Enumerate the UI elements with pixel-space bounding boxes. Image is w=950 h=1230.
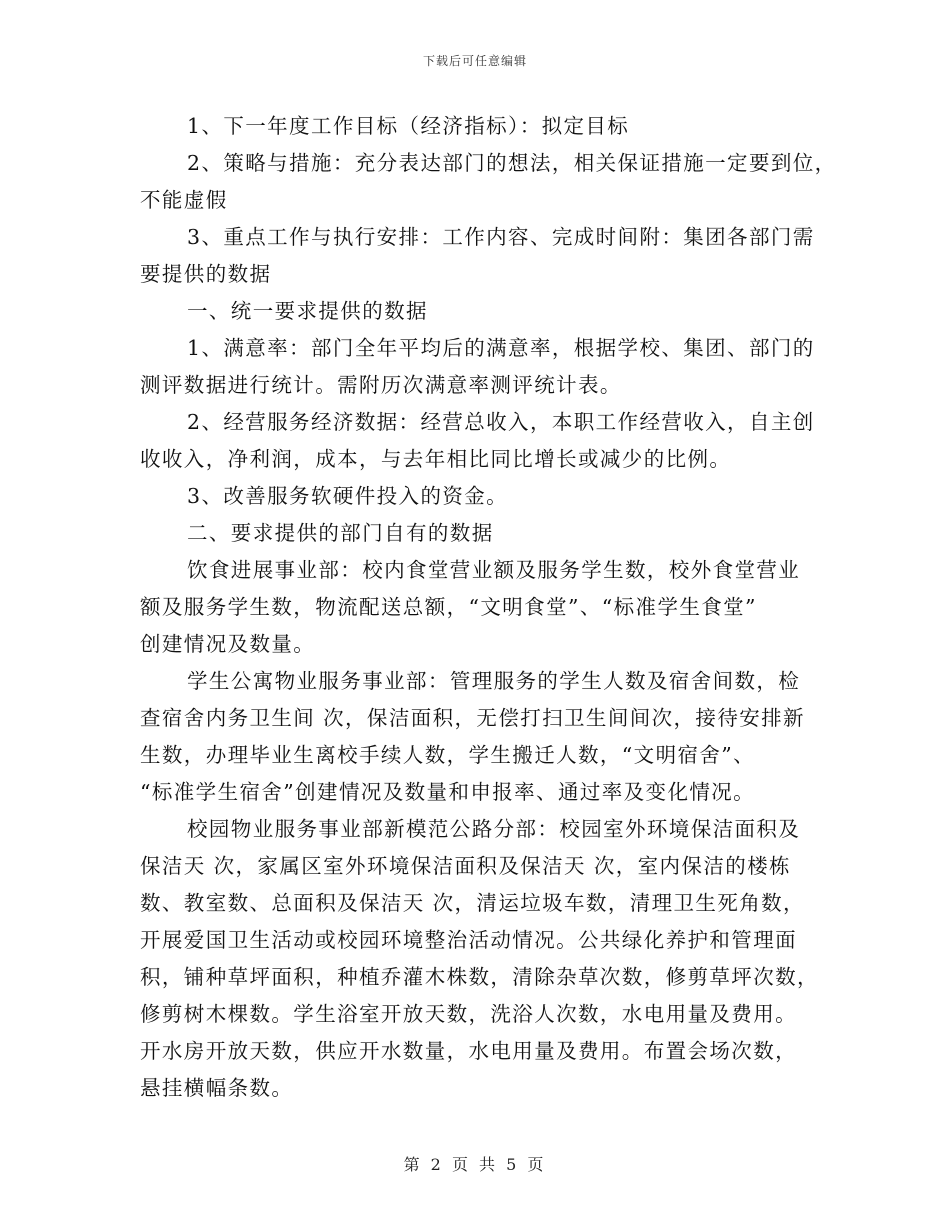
text-line: 要提供的数据: [140, 262, 272, 286]
page-header: 下载后可任意编辑: [422, 54, 527, 68]
text-line: 生数，办理毕业生离校手续人数，学生搬迁人数，“文明宿舍”、: [140, 743, 756, 767]
text-line: 查宿舍内务卫生间 次，保洁面积，无偿打扫卫生间间次，接待安排新: [140, 706, 805, 730]
text-line: 开水房开放天数，供应开水数量，水电用量及费用。布置会场次数，: [140, 1039, 797, 1063]
text-line: 3、重点工作与执行安排：工作内容、完成时间附：集团各部门需: [187, 225, 815, 249]
text-line: 开展爱国卫生活动或校园环境整治活动情况。公共绿化养护和管理面: [140, 928, 797, 952]
text-line: 保洁天 次，家属区室外环境保洁面积及保洁天 次，室内保洁的楼栋: [140, 854, 791, 878]
text-line: 收收入，净利润，成本，与去年相比同比增长或减少的比例。: [140, 447, 732, 471]
text-line: 悬挂横幅条数。: [140, 1076, 294, 1100]
text-line: 2、经营服务经济数据：经营总收入，本职工作经营收入，自主创: [187, 410, 815, 434]
text-line: 校园物业服务事业部新模范公路分部：校园室外环境保洁面积及: [187, 817, 801, 841]
document-body: [140, 108, 837, 1107]
text-line: 饮食进展事业部：校内食堂营业额及服务学生数，校外食堂营业: [187, 558, 801, 582]
text-line: 2、策略与措施：充分表达部门的想法，相关保证措施一定要到位，: [187, 151, 837, 175]
text-line: 3、改善服务软硬件投入的资金。: [187, 484, 509, 508]
text-line: 测评数据进行统计。需附历次满意率测评统计表。: [140, 373, 622, 397]
text-line: 学生公寓物业服务事业部：管理服务的学生人数及宿舍间数，检: [187, 669, 801, 693]
text-line: 额及服务学生数，物流配送总额，“文明食堂”、“标准学生食堂”: [140, 595, 757, 619]
text-line: 修剪树木棵数。学生浴室开放天数，洗浴人次数，水电用量及费用。: [140, 1002, 797, 1026]
page-number: 第 2 页 共 5 页: [403, 1155, 547, 1174]
text-line: 1、满意率：部门全年平均后的满意率，根据学校、集团、部门的: [187, 336, 815, 360]
text-line: 积，铺种草坪面积，种植乔灌木株数，清除杂草次数，修剪草坪次数，: [140, 965, 819, 989]
text-line: 不能虚假: [140, 188, 228, 212]
text-line: 1、下一年度工作目标（经济指标）：拟定目标: [187, 114, 630, 138]
text-line: 创建情况及数量。: [140, 632, 316, 656]
text-line: 数、教室数、总面积及保洁天 次，清运垃圾车数，清理卫生死角数，: [140, 891, 805, 915]
text-line: “标准学生宿舍”创建情况及数量和申报率、通过率及变化情况。: [140, 780, 756, 804]
section-heading: 二、要求提供的部门自有的数据: [187, 521, 494, 545]
section-heading: 一、统一要求提供的数据: [187, 299, 428, 323]
